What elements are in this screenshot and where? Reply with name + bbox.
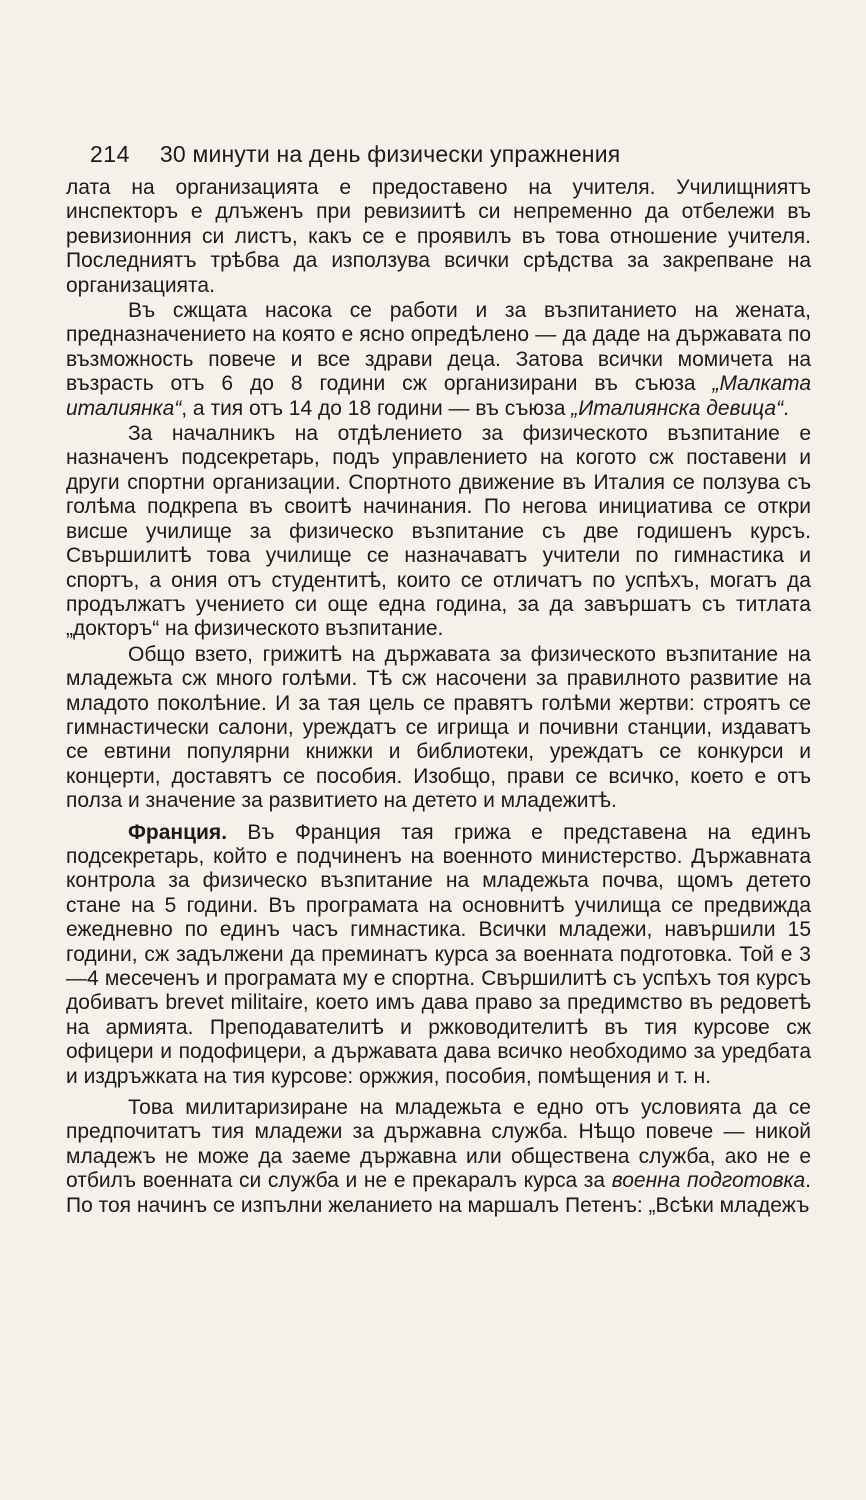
paragraph-department-head: За началникъ на отдѣлението за физическото възпитание е назначенъ подсекретарь, подъ управлението на когото сж поставени и други спортни организации. Спортното движение въ Италия се ползува съ голѣма подкрепа въ своитѣ начинания. По негова инициатива се откри висше училище за физическо възпитание съ две годишенъ курсъ. Свършилитѣ това училище се назначаватъ учители по гимнастика и спортъ, а ония отъ студентитѣ, които се отличатъ по успѣхъ, могатъ да продължатъ учението си още една година, за да завършатъ съ титлата „докторъ“ на физическото възпитание. xyxy=(66,422,811,641)
organization-name-italic: „Малката италиянка“ xyxy=(66,372,811,420)
term-italic: военна подготовка xyxy=(611,1169,806,1193)
paragraph-continuation: лата на организацията е предоставено на учителя. Училищниятъ инспекторъ е длъженъ при ревизиитѣ си непременно да отбележи въ ревизионния си листъ, какъ се е проявилъ въ това отношение учителя. Последниятъ трѣбва да използува всички срѣдства за закрепване на организацията. xyxy=(66,176,811,297)
text-segment: , а тия отъ 14 до 18 години — въ съюза xyxy=(181,396,572,420)
text-segment: . По тоя начинъ се изпълни желанието на маршалъ Петенъ: „Всѣки младежъ xyxy=(66,1169,811,1217)
book-page xyxy=(66,138,811,1218)
running-title: 30 минути на день физически упражнения xyxy=(159,141,621,167)
text-segment: Въ сжщата насока се работи и за възпитанието на жената, предназначението на която е ясно опредѣлено — да даде на държавата по възможность повече и все здрави деца. Затова всички момичета на възрасть отъ 6 до 8 години сж организирани въ съюза xyxy=(66,299,811,396)
paragraph-france xyxy=(66,821,811,1089)
page-number: 214 xyxy=(90,141,130,167)
organization-name-italic: „Италиянска девица“ xyxy=(571,396,784,420)
section-lead-france: Франция. xyxy=(128,820,228,844)
paragraph-militarization xyxy=(66,1096,811,1218)
page-header xyxy=(90,138,811,170)
text-segment: . xyxy=(783,396,789,420)
paragraph-women-education xyxy=(66,299,811,421)
paragraph-state-care: Общо взето, грижитѣ на държавата за физическото възпитание на младежьта сж много голѣми. Тѣ сж насочени за правилното развитие на младото поколѣние. И за тая цель се правятъ голѣми жертви: строятъ се гимнастически салони, уреждатъ се игрища и почивни станции, издаватъ се евтини популярни книжки и библиотеки, уреждатъ се конкурси и концерти, доставятъ се пособия. Изобщо, прави се всичко, което е отъ полза и значение за развитието на детето и младежитѣ. xyxy=(66,642,811,813)
text-segment: Въ Франция тая грижа е представена на единъ подсекретарь, който е подчиненъ на военното министерство. Държавната контрола за физическо възпитание на младежьта почва, щомъ детето стане на 5 години. Въ програмата на основнитѣ училища се предвижда ежедневно по единъ часъ гимнастика. Всички младежи, навършили 15 години, сж задължени да преминатъ курса за военната подготовка. Той е 3—4 месеченъ и програмата му е спортна. Свършилитѣ съ успѣхъ тоя курсъ добиватъ brevet militaire, което имъ дава право за предимство въ редоветѣ на армията. Преподавателитѣ и ржководителитѣ въ тия курсове сж офицери и подофицери, а държавата дава всичко необходимо за уредбата и издръжката на тия курсове: оржжия, пособия, помѣщения и т. н. xyxy=(66,820,811,1088)
text-segment: Това милитаризиране на младежьта е едно отъ условията да се предпочитатъ тия младежи за държавна служба. Нѣщо повече — никой младежъ не може да заеме държавна или обществена служба, ако не е отбилъ военната си служба и не е прекаралъ курса за xyxy=(66,1096,811,1193)
